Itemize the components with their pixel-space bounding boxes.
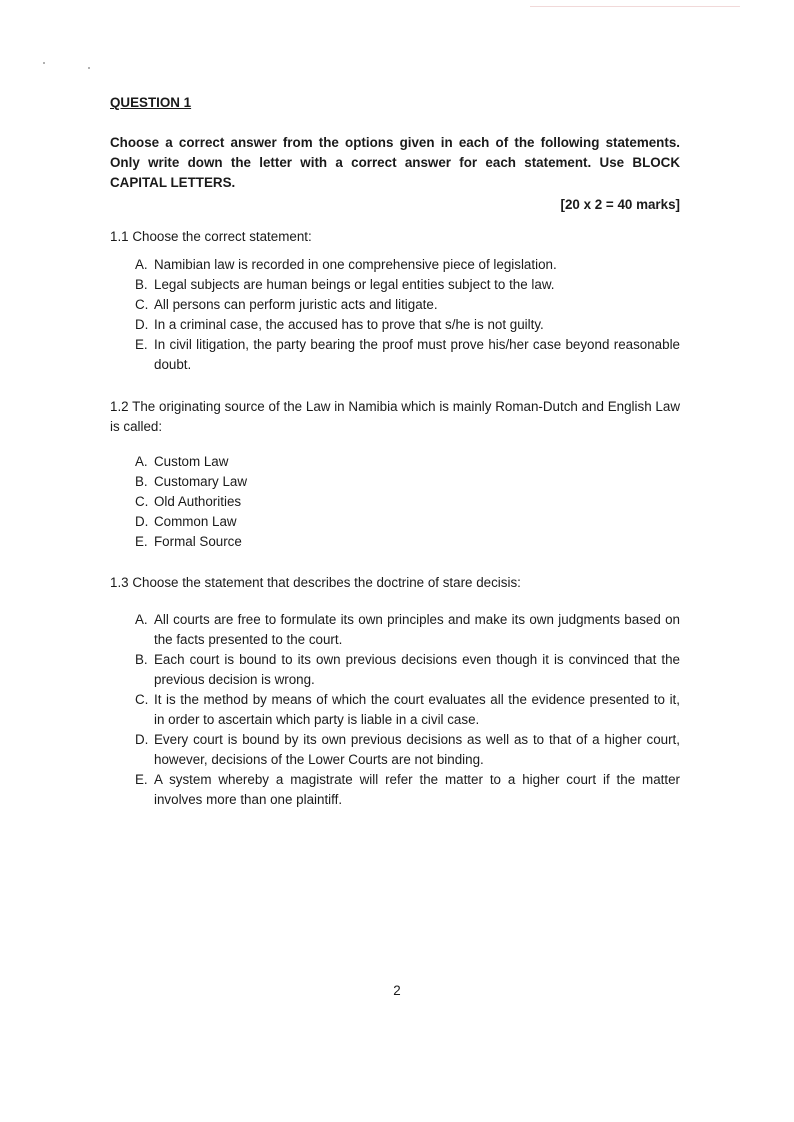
scan-speck xyxy=(43,62,45,64)
option-item xyxy=(135,512,680,532)
option-letter: E. xyxy=(135,337,148,352)
question-stem: 1.3 Choose the statement that describes the doctrine of stare decisis: xyxy=(110,575,521,590)
option-letter: C. xyxy=(135,494,149,509)
scan-artifact xyxy=(530,6,740,7)
option-text: Each court is bound to its own previous decisions even though it is convinced that the previous decision is wrong. xyxy=(154,652,680,687)
option-letter: B. xyxy=(135,277,148,292)
option-text: Custom Law xyxy=(154,454,229,469)
option-item xyxy=(135,770,680,810)
question-1-3 xyxy=(110,573,680,810)
option-letter: C. xyxy=(135,297,149,312)
question-1-2 xyxy=(110,397,680,552)
option-item xyxy=(135,472,680,492)
option-list xyxy=(110,610,680,810)
question-stem: 1.2 The originating source of the Law in Namibia which is mainly Roman-Dutch and English Law is called: xyxy=(110,399,680,434)
question-1-1 xyxy=(110,227,680,375)
option-letter: D. xyxy=(135,514,149,529)
option-text: Namibian law is recorded in one comprehensive piece of legislation. xyxy=(154,257,557,272)
option-item xyxy=(135,335,680,375)
option-text: All persons can perform juristic acts and litigate. xyxy=(154,297,438,312)
option-text: All courts are free to formulate its own principles and make its own judgments based on the facts presented to the court. xyxy=(154,612,680,647)
marks-allocation: [20 x 2 = 40 marks] xyxy=(560,197,680,212)
option-item xyxy=(135,295,680,315)
option-letter: B. xyxy=(135,652,148,667)
option-text: In civil litigation, the party bearing the proof must prove his/her case beyond reasonable doubt. xyxy=(154,337,680,372)
option-item xyxy=(135,492,680,512)
exam-page-content xyxy=(110,93,680,810)
option-text: Customary Law xyxy=(154,474,248,489)
option-list xyxy=(110,255,680,375)
option-letter: A. xyxy=(135,257,148,272)
question-title: QUESTION 1 xyxy=(110,95,192,110)
question-stem: 1.1 Choose the correct statement: xyxy=(110,229,312,244)
option-item xyxy=(135,255,680,275)
option-letter: D. xyxy=(135,732,149,747)
option-letter: D. xyxy=(135,317,149,332)
instructions: Choose a correct answer from the options given in each of the following statements. Only write down the letter with a correct answer for each statement. Use BLOCK CAPITAL LETTERS. xyxy=(110,135,680,190)
option-item xyxy=(135,275,680,295)
option-text: A system whereby a magistrate will refer the matter to a higher court if the matter involves more than one plaintiff. xyxy=(154,772,680,807)
option-item xyxy=(135,730,680,770)
page-number: 2 xyxy=(393,983,401,998)
option-text: Legal subjects are human beings or legal entities subject to the law. xyxy=(154,277,555,292)
option-text: Formal Source xyxy=(154,534,242,549)
option-item xyxy=(135,610,680,650)
option-letter: C. xyxy=(135,692,149,707)
option-letter: E. xyxy=(135,772,148,787)
option-letter: E. xyxy=(135,534,148,549)
option-list xyxy=(110,452,680,552)
option-text: Common Law xyxy=(154,514,237,529)
option-letter: A. xyxy=(135,454,148,469)
option-item xyxy=(135,532,680,552)
option-item xyxy=(135,690,680,730)
scan-speck xyxy=(88,67,90,69)
option-letter: A. xyxy=(135,612,148,627)
option-text: It is the method by means of which the court evaluates all the evidence presented to it, in order to ascertain which party is liable in a civil case. xyxy=(154,692,680,727)
option-text: In a criminal case, the accused has to prove that s/he is not guilty. xyxy=(154,317,544,332)
option-text: Every court is bound by its own previous decisions as well as to that of a higher court, however, decisions of the Lower Courts are not binding. xyxy=(154,732,680,767)
option-item xyxy=(135,315,680,335)
option-letter: B. xyxy=(135,474,148,489)
option-item xyxy=(135,452,680,472)
option-text: Old Authorities xyxy=(154,494,242,509)
option-item xyxy=(135,650,680,690)
